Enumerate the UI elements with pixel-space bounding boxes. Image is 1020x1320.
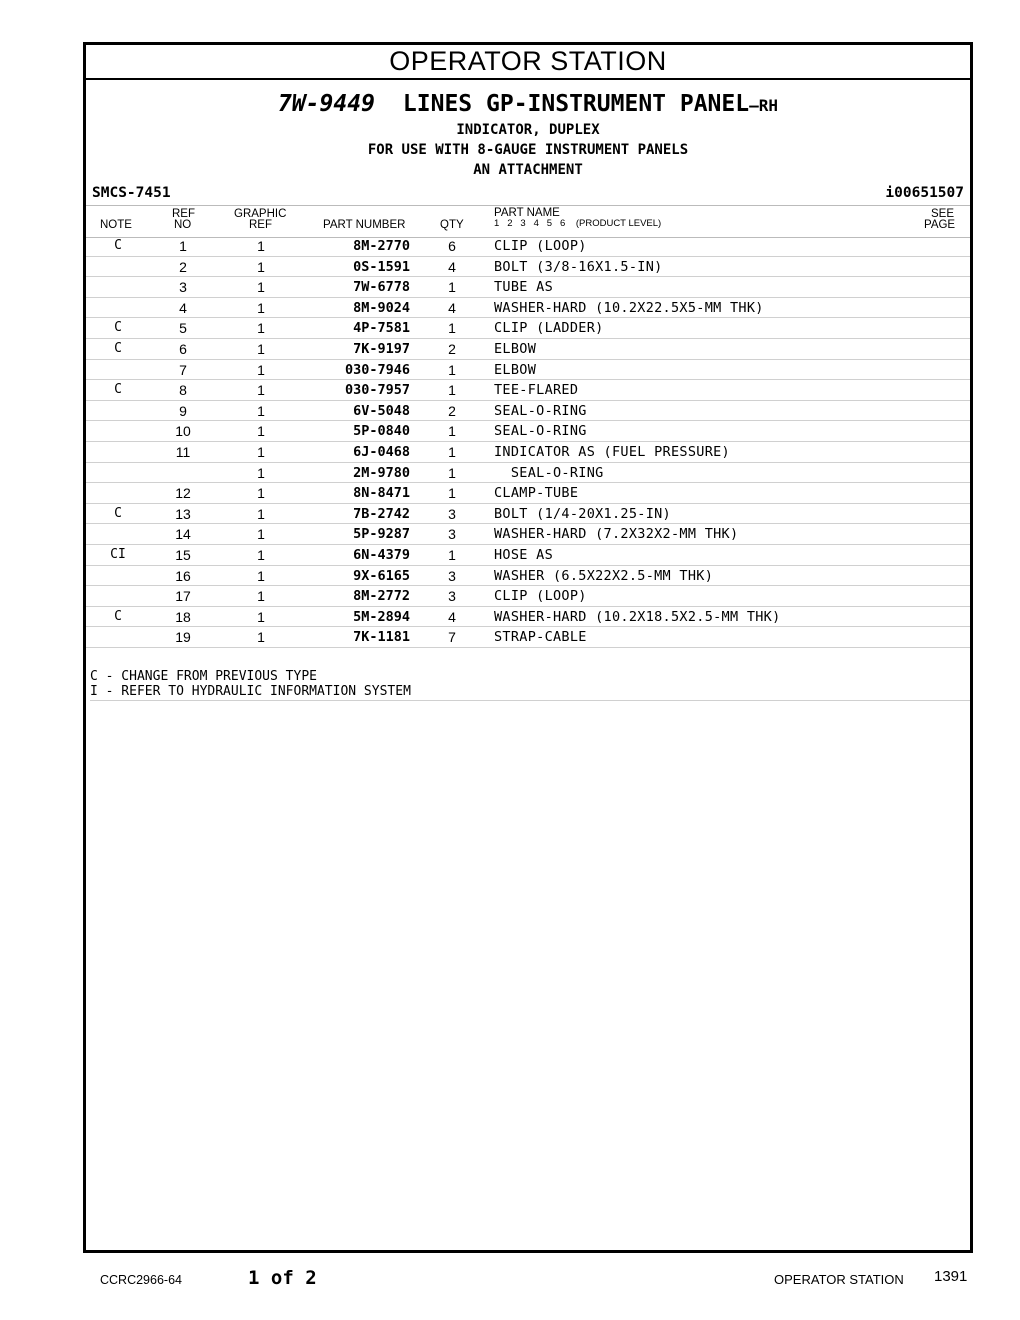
row-ref-no: 6 xyxy=(179,340,187,357)
row-qty: 3 xyxy=(448,505,456,522)
title-block xyxy=(86,90,970,180)
table-header xyxy=(86,205,970,238)
row-part-name: SEAL-O-RING xyxy=(494,464,604,481)
row-part-number: 7K-1181 xyxy=(353,629,410,646)
row-graphic-ref: 1 xyxy=(257,526,265,543)
row-part-number: 6V-5048 xyxy=(353,402,410,419)
table-row xyxy=(86,545,970,566)
row-graphic-ref: 1 xyxy=(257,340,265,357)
row-part-number: 030-7946 xyxy=(344,361,410,378)
parts-table-body xyxy=(86,236,970,648)
row-ref-no: 8 xyxy=(179,382,187,399)
header-qty: QTY xyxy=(440,219,464,231)
note-line-2: I - REFER TO HYDRAULIC INFORMATION SYSTEM xyxy=(90,684,411,699)
row-part-number: 8M-2772 xyxy=(353,588,410,605)
row-graphic-ref: 1 xyxy=(257,608,265,625)
table-row xyxy=(86,504,970,525)
row-qty: 2 xyxy=(448,402,456,419)
row-part-name: ELBOW xyxy=(494,361,537,378)
smcs-row xyxy=(92,185,964,205)
row-part-number: 2M-9780 xyxy=(353,464,410,481)
header-ref-2: NO xyxy=(174,219,192,231)
row-part-number: 8M-2770 xyxy=(353,238,410,254)
row-ref-no: 16 xyxy=(175,567,191,584)
table-row xyxy=(86,360,970,381)
row-part-name: HOSE AS xyxy=(494,546,553,563)
row-qty: 4 xyxy=(448,258,456,275)
row-ref-no: 7 xyxy=(179,361,187,378)
row-note: C xyxy=(114,608,122,624)
row-qty: 4 xyxy=(448,299,456,316)
row-part-number: 0S-1591 xyxy=(353,258,410,275)
row-qty: 1 xyxy=(448,361,456,378)
row-part-number: 7K-9197 xyxy=(353,340,410,357)
row-part-name: INDICATOR AS (FUEL PRESSURE) xyxy=(494,443,730,460)
row-ref-no: 10 xyxy=(175,423,191,440)
row-qty: 3 xyxy=(448,567,456,584)
illustration-id: i00651507 xyxy=(885,185,964,201)
row-part-number: 8M-9024 xyxy=(353,299,410,316)
row-graphic-ref: 1 xyxy=(257,588,265,605)
row-part-name: BOLT (1/4-20X1.25-IN) xyxy=(494,505,671,522)
title-line-1: INDICATOR, DUPLEX xyxy=(456,122,600,138)
row-note: C xyxy=(114,320,122,336)
row-qty: 3 xyxy=(448,526,456,543)
footer-section: OPERATOR STATION xyxy=(774,1272,904,1287)
smcs-code: SMCS-7451 xyxy=(92,185,171,201)
row-ref-no: 19 xyxy=(175,629,191,646)
header-note: NOTE xyxy=(100,219,132,231)
row-part-name: WASHER-HARD (7.2X32X2-MM THK) xyxy=(494,526,739,543)
row-part-name: CLAMP-TUBE xyxy=(494,485,579,502)
row-part-name: STRAP-CABLE xyxy=(494,629,587,646)
header-graphic-2: REF xyxy=(249,219,272,231)
row-graphic-ref: 1 xyxy=(257,238,265,254)
row-note: C xyxy=(114,505,122,521)
row-ref-no: 15 xyxy=(175,546,191,563)
title-line-3: AN ATTACHMENT xyxy=(473,162,583,178)
row-graphic-ref: 1 xyxy=(257,402,265,419)
row-ref-no: 1 xyxy=(179,238,187,254)
table-row xyxy=(86,401,970,422)
row-qty: 1 xyxy=(448,423,456,440)
row-graphic-ref: 1 xyxy=(257,299,265,316)
row-part-number: 6N-4379 xyxy=(353,546,410,563)
table-row xyxy=(86,277,970,298)
row-ref-no: 3 xyxy=(179,279,187,296)
row-part-number: 8N-8471 xyxy=(353,485,410,502)
table-row xyxy=(86,257,970,278)
note-line-1: C - CHANGE FROM PREVIOUS TYPE xyxy=(90,669,317,684)
row-note: C xyxy=(114,382,122,398)
group-part-number: 7W-9449 xyxy=(277,91,375,117)
row-part-number: 5P-9287 xyxy=(353,526,410,543)
table-row xyxy=(86,380,970,401)
row-graphic-ref: 1 xyxy=(257,361,265,378)
row-graphic-ref: 1 xyxy=(257,464,265,481)
row-qty: 1 xyxy=(448,546,456,563)
row-graphic-ref: 1 xyxy=(257,258,265,275)
row-part-name: WASHER-HARD (10.2X22.5X5-MM THK) xyxy=(494,299,764,316)
table-row xyxy=(86,318,970,339)
row-ref-no: 18 xyxy=(175,608,191,625)
row-part-name: SEAL-O-RING xyxy=(494,402,587,419)
row-ref-no: 12 xyxy=(175,485,191,502)
table-row xyxy=(86,566,970,587)
title-line-2: FOR USE WITH 8-GAUGE INSTRUMENT PANELS xyxy=(367,142,689,158)
table-row xyxy=(86,607,970,628)
row-graphic-ref: 1 xyxy=(257,546,265,563)
row-ref-no: 5 xyxy=(179,320,187,337)
row-qty: 7 xyxy=(448,629,456,646)
table-row xyxy=(86,421,970,442)
row-part-number: 7B-2742 xyxy=(353,505,410,522)
row-qty: 1 xyxy=(448,485,456,502)
row-part-number: 6J-0468 xyxy=(353,443,410,460)
row-part-name: SEAL-O-RING xyxy=(494,423,587,440)
row-part-name: ELBOW xyxy=(494,340,537,357)
page-footer xyxy=(0,1262,1020,1292)
row-qty: 1 xyxy=(448,464,456,481)
row-graphic-ref: 1 xyxy=(257,320,265,337)
row-qty: 1 xyxy=(448,443,456,460)
row-part-name: TEE-FLARED xyxy=(494,382,579,399)
row-part-name: TUBE AS xyxy=(494,279,553,296)
row-part-name: BOLT (3/8-16X1.5-IN) xyxy=(494,258,663,275)
header-part-name: PART NAME xyxy=(494,207,560,219)
header-see-2: PAGE xyxy=(924,219,956,231)
row-qty: 4 xyxy=(448,608,456,625)
row-ref-no: 2 xyxy=(179,258,187,275)
row-part-number: 4P-7581 xyxy=(353,320,410,337)
table-row xyxy=(86,586,970,607)
notes-block xyxy=(90,669,970,701)
table-row xyxy=(86,442,970,463)
row-graphic-ref: 1 xyxy=(257,485,265,502)
row-graphic-ref: 1 xyxy=(257,279,265,296)
footer-doc-code: CCRC2966-64 xyxy=(100,1273,182,1287)
row-part-name: CLIP (LOOP) xyxy=(494,588,587,605)
parts-page-frame xyxy=(83,42,973,1253)
group-title xyxy=(86,90,970,120)
row-note: C xyxy=(114,238,122,253)
row-graphic-ref: 1 xyxy=(257,505,265,522)
table-row xyxy=(86,524,970,545)
row-graphic-ref: 1 xyxy=(257,567,265,584)
row-part-name: WASHER-HARD (10.2X18.5X2.5-MM THK) xyxy=(494,608,781,625)
row-qty: 1 xyxy=(448,279,456,296)
header-product-level: 1 2 3 4 5 6 (PRODUCT LEVEL) xyxy=(494,218,662,229)
row-part-number: 030-7957 xyxy=(344,382,410,399)
table-row xyxy=(86,236,970,257)
row-ref-no: 17 xyxy=(175,588,191,605)
row-part-name: WASHER (6.5X22X2.5-MM THK) xyxy=(494,567,714,584)
row-note: CI xyxy=(110,546,126,562)
header-see-1: SEE xyxy=(931,208,955,220)
row-qty: 2 xyxy=(448,340,456,357)
header-ref-1: REF xyxy=(172,208,195,220)
table-row xyxy=(86,339,970,360)
row-part-number: 9X-6165 xyxy=(353,567,410,584)
footer-page-count: 1 of 2 xyxy=(248,1267,317,1289)
row-ref-no: 14 xyxy=(175,526,191,543)
row-qty: 6 xyxy=(448,238,456,254)
group-suffix: —RH xyxy=(749,96,779,115)
table-row xyxy=(86,627,970,648)
row-qty: 1 xyxy=(448,382,456,399)
table-row xyxy=(86,463,970,484)
row-part-number: 7W-6778 xyxy=(353,279,410,296)
row-ref-no: 4 xyxy=(179,299,187,316)
row-ref-no: 13 xyxy=(175,505,191,522)
row-graphic-ref: 1 xyxy=(257,382,265,399)
section-title: OPERATOR STATION xyxy=(86,45,970,80)
header-graphic-1: GRAPHIC xyxy=(234,208,287,220)
header-part-number: PART NUMBER xyxy=(323,219,406,231)
row-part-name: CLIP (LADDER) xyxy=(494,320,604,337)
row-ref-no: 9 xyxy=(179,402,187,419)
row-graphic-ref: 1 xyxy=(257,629,265,646)
row-part-number: 5M-2894 xyxy=(353,608,410,625)
row-qty: 1 xyxy=(448,320,456,337)
row-ref-no: 11 xyxy=(175,443,191,460)
row-graphic-ref: 1 xyxy=(257,423,265,440)
table-row xyxy=(86,483,970,504)
group-name: LINES GP-INSTRUMENT PANEL xyxy=(402,91,750,117)
row-note: C xyxy=(114,340,122,356)
row-part-name: CLIP (LOOP) xyxy=(494,238,587,254)
footer-page-number: 1391 xyxy=(934,1268,968,1285)
row-graphic-ref: 1 xyxy=(257,443,265,460)
table-row xyxy=(86,298,970,319)
row-part-number: 5P-0840 xyxy=(353,423,410,440)
row-qty: 3 xyxy=(448,588,456,605)
